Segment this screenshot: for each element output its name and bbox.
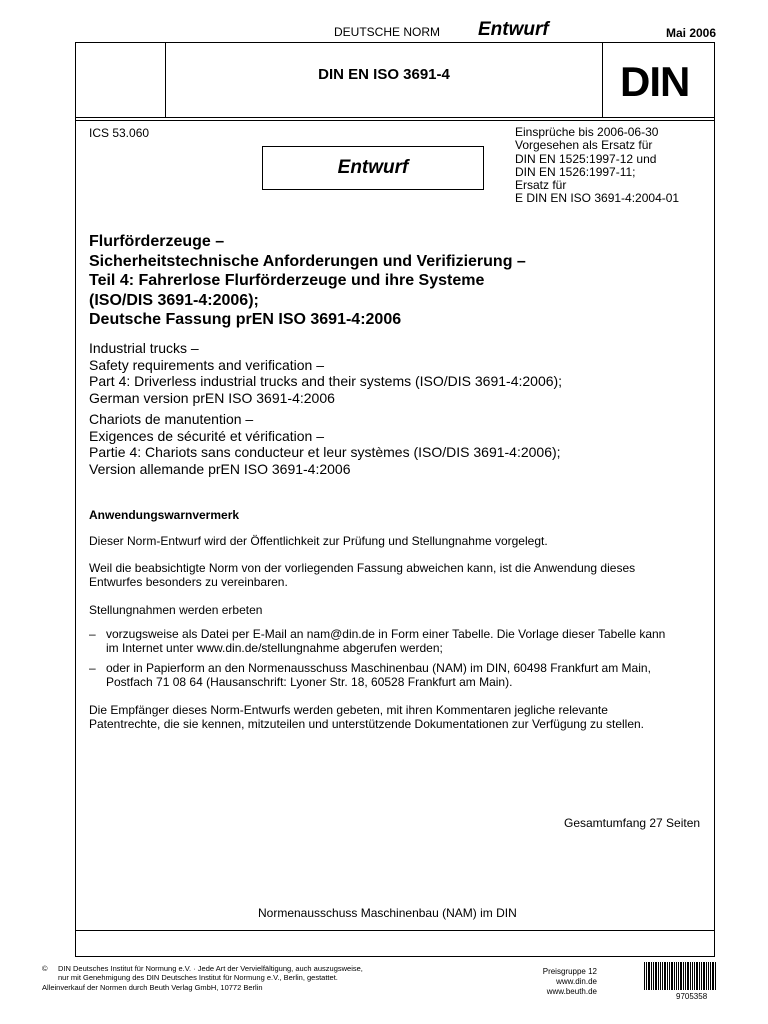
bullet-dash: – (89, 627, 96, 641)
header-divider (75, 117, 715, 118)
title-french-line: Version allemande prEN ISO 3691-4:2006 (89, 461, 351, 478)
committee-name: Normenausschuss Maschinenbau (NAM) im DIN (258, 906, 517, 920)
draft-box (262, 146, 484, 190)
copyright-line: Alleinverkauf der Normen durch Beuth Verlag GmbH, 10772 Berlin (42, 982, 263, 992)
copyright-line: nur mit Genehmigung des DIN Deutsches Institut für Normung e.V., Berlin, gestattet. (58, 973, 338, 983)
ics-code: ICS 53.060 (89, 126, 150, 140)
copyright-icon: © (42, 964, 48, 973)
title-french-line: Exigences de sécurité et vérification – (89, 427, 325, 444)
replacement-line: Vorgesehen als Ersatz für (515, 138, 653, 153)
title-english-line: Safety requirements and verification – (89, 356, 325, 373)
barcode-number: 9705358 (676, 992, 708, 1001)
title-english-line: Industrial trucks – (89, 340, 199, 356)
list-item-line: im Internet unter www.din.de/stellungnahme abgerufen werden; (106, 641, 443, 655)
warning-paragraph (89, 561, 709, 589)
replacement-line: DIN EN 1525:1997-12 und (515, 151, 657, 166)
header-column-divider-right (602, 42, 603, 118)
title-english-line: Part 4: Driverless industrial trucks and their systems (ISO/DIS 3691-4:2006); (89, 373, 563, 390)
patent-notice-line: Patentrechte, die sie kennen, mitzuteilen und unterstützende Dokumentationen zur Verfügung zu stellen. (89, 717, 645, 731)
title-german-line: (ISO/DIS 3691-4:2006); (89, 291, 259, 309)
comments-request: Stellungnahmen werden erbeten (89, 603, 263, 617)
copyright-line: DIN Deutsches Institut für Normung e.V. · Jede Art der Vervielfältigung, auch auszugsweise, (58, 964, 363, 973)
document-number: DIN EN ISO 3691-4 (318, 66, 450, 83)
title-english-line: German version prEN ISO 3691-4:2006 (89, 390, 335, 407)
issue-date: Mai 2006 (666, 26, 717, 40)
beuth-website: www.beuth.de (546, 987, 597, 996)
title-german-line: Deutsche Fassung prEN ISO 3691-4:2006 (89, 311, 402, 328)
norm-label: DEUTSCHE NORM (334, 25, 441, 39)
title-french-line: Chariots de manutention – (89, 411, 254, 427)
draft-label: Entwurf (478, 19, 549, 40)
din-website: www.din.de (556, 977, 597, 986)
din-logo-text: DIN (620, 58, 690, 105)
list-item-line: Postfach 71 08 64 (Hausanschrift: Lyoner Str. 18, 60528 Frankfurt am Main). (106, 675, 513, 689)
title-german-line: Sicherheitstechnische Anforderungen und Verifizierung – (89, 252, 526, 270)
warning-paragraph-line: Weil die beabsichtigte Norm von der vorliegenden Fassung abweichen kann, ist die Anwendung dieses (89, 561, 636, 575)
title-german-line: Teil 4: Fahrerlose Flurförderzeuge und ihre Systeme (89, 272, 485, 289)
patent-notice-line: Die Empfänger dieses Norm-Entwurfs werden gebeten, mit ihren Kommentaren jegliche relevante (89, 703, 608, 717)
replacement-line: Einsprüche bis 2006-06-30 (515, 125, 659, 139)
warning-paragraph: Dieser Norm-Entwurf wird der Öffentlichkeit zur Prüfung und Stellungnahme vorgelegt. (89, 534, 548, 548)
title-german (89, 232, 526, 330)
price-info (520, 967, 597, 997)
title-english (89, 340, 562, 407)
replacement-line: Ersatz für (515, 178, 567, 193)
copyright-notice (42, 964, 363, 992)
footer-divider (75, 930, 715, 931)
barcode-icon (644, 962, 716, 990)
title-german-line: Flurförderzeuge – (89, 233, 225, 250)
title-french (89, 411, 561, 478)
replacement-line: DIN EN 1526:1997-11; (515, 164, 636, 179)
header-divider-double (75, 120, 715, 121)
replacement-line: E DIN EN ISO 3691-4:2004-01 (515, 191, 680, 206)
replacement-info (515, 126, 679, 206)
price-group: Preisgruppe 12 (542, 967, 597, 976)
din-logo (620, 58, 690, 105)
list-item-line: vorzugsweise als Datei per E-Mail an nam@din.de in Form einer Tabelle. Die Vorlage dieser Tabelle kann (106, 627, 666, 641)
list-item-line: oder in Papierform an den Normenausschuss Maschinenbau (NAM) im DIN, 60498 Frankfurt am Main, (106, 661, 651, 675)
total-pages: Gesamtumfang 27 Seiten (564, 816, 701, 830)
bullet-dash: – (89, 661, 96, 675)
title-french-line: Partie 4: Chariots sans conducteur et leur systèmes (ISO/DIS 3691-4:2006); (89, 444, 561, 461)
warning-heading: Anwendungswarnvermerk (89, 508, 240, 522)
warning-paragraph-line: Entwurfes besonders zu vereinbaren. (89, 575, 288, 589)
patent-notice (89, 703, 709, 731)
draft-box-label: Entwurf (337, 157, 409, 178)
